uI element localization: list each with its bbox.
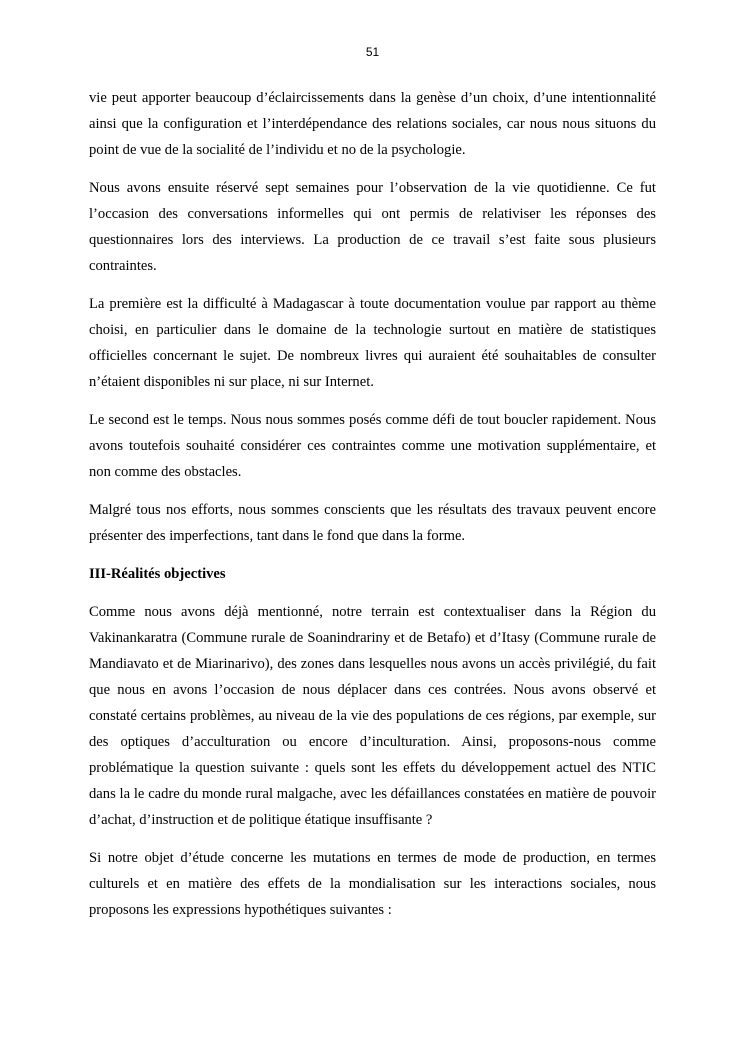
paragraph-7: Si notre objet d’étude concerne les mutations en termes de mode de production, en termes culturels et en matière des effets de la mondialisation sur les interactions sociales, nous proposons les expressions hypothétiques suivantes : <box>89 850 656 918</box>
section-heading: III-Réalités objectives <box>89 566 226 582</box>
paragraph-3: La première est la difficulté à Madagascar à toute documentation voulue par rapport au thème choisi, en particulier dans le domaine de la technologie surtout en matière de statistiques officielles concernant le sujet. De nombreux livres qui auraient été souhaitables de consulter n’étaient disponibles ni sur place, ni sur Internet. <box>89 296 656 390</box>
paragraph-2: Nous avons ensuite réservé sept semaines pour l’observation de la vie quotidienne. Ce fut l’occasion des conversations informelles qui ont permis de relativiser les réponses des questionnaires lors des interviews. La production de ce travail s’est faite sous plusieurs contraintes. <box>89 180 656 274</box>
paragraph-4: Le second est le temps. Nous nous sommes posés comme défi de tout boucler rapidement. Nous avons toutefois souhaité considérer ces contraintes comme une motivation supplémentaire, et non comme des obstacles. <box>89 412 656 480</box>
paragraph-6: Comme nous avons déjà mentionné, notre terrain est contextualiser dans la Région du Vakinankaratra (Commune rurale de Soanindrariny et de Betafo) et d’Itasy (Commune rurale de Mandiavato et de Miarinarivo), des zones dans lesquelles nous avons un accès privilégié, du fait que nous en avons l’occasion de nous déplacer dans ces contrées. Nous avons observé et constaté certains problèmes, au niveau de la vie des populations de ces régions, par exemple, sur des optiques d’acculturation ou encore d’inculturation. Ainsi, proposons-nous comme problématique la question suivante : quels sont les effets du développement actuel des NTIC dans la le cadre du monde rural malgache, avec les défaillances constatées en matière de pouvoir d’achat, d’instruction et de politique étatique insuffisante ? <box>89 604 656 828</box>
paragraph-1: vie peut apporter beaucoup d’éclaircissements dans la genèse d’un choix, d’une intentionnalité ainsi que la configuration et l’interdépendance des relations sociales, car nous nous situons du point de vue de la socialité de l’individu et no de la psychologie. <box>89 90 656 158</box>
paragraph-5: Malgré tous nos efforts, nous sommes conscients que les résultats des travaux peuvent encore présenter des imperfections, tant dans le fond que dans la forme. <box>89 502 656 544</box>
document-body <box>89 85 656 935</box>
page-number: 51 <box>365 45 380 59</box>
